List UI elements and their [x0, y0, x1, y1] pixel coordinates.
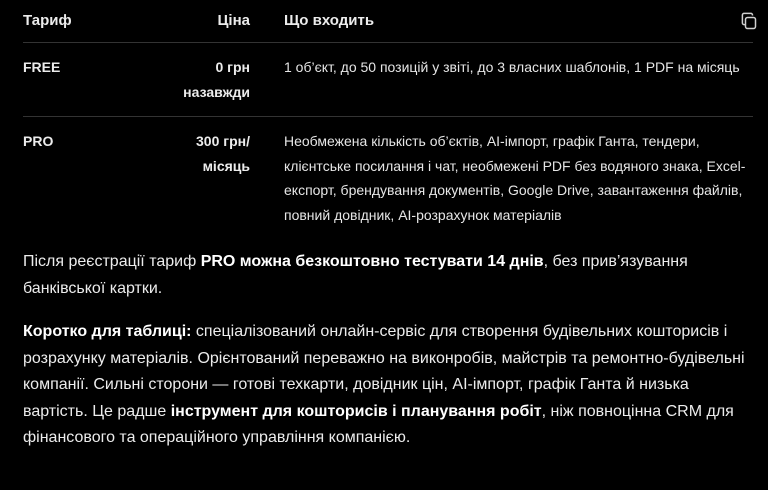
summary-text-1: спеціалізований онлайн-сервіс для створення будівельних кошторисів і розрахунку матеріалів. Орієнтований переважно на виконробів, майстрів та ремонтно-будівельні компанії. Сильні сторони — готові техкарти, довідник цін, AI-імпорт, графік Ганта й низька вартість. Це радше [23, 323, 745, 420]
table-header-row [23, 0, 753, 43]
header-plan: Тариф [23, 0, 138, 43]
summary-text-2: , ніж повноцінна CRM для фінансового та операційного управління компанією. [23, 402, 734, 446]
price-period: місяць [202, 157, 250, 174]
plan-price [138, 117, 250, 236]
summary-highlight: інструмент для кошторисів і планування робіт [170, 402, 542, 420]
price-period: назавжди [183, 83, 250, 100]
tariff-table-container [23, 0, 753, 235]
header-price: Ціна [138, 0, 250, 43]
plan-price [138, 43, 250, 117]
table-row-pro [23, 117, 753, 236]
summary-lead: Коротко для таблиці: [23, 323, 192, 340]
tariff-table [23, 0, 753, 235]
summary-paragraph [23, 319, 753, 452]
plan-includes: 1 об’єкт, до 50 позицій у звіті, до 3 власних шаблонів, 1 PDF на місяць [250, 43, 753, 117]
trial-text-1: Після реєстрації тариф [23, 253, 201, 270]
plan-includes: Необмежена кількість об’єктів, AI-імпорт, графік Ганта, тендери, клієнтське посилання і чат, необмежені PDF без водяного знака, Excel-експорт, брендування документів, Google Drive, завантаження файлів, повний довідник, AI-розрахунок матеріалів [284, 133, 746, 223]
trial-paragraph [23, 249, 753, 302]
copy-icon [739, 11, 759, 31]
price-amount: 0 грн [215, 59, 250, 75]
plan-name: FREE [23, 43, 138, 117]
trial-text-2: , без прив’язування банківської картки. [23, 253, 688, 297]
header-includes: Що входить [250, 0, 753, 43]
table-row-free [23, 43, 753, 117]
trial-highlight: PRO можна безкоштовно тестувати 14 днів [200, 253, 544, 270]
copy-table-button[interactable] [739, 11, 759, 31]
plan-name: PRO [23, 133, 54, 149]
price-amount: 300 грн/ [196, 133, 250, 149]
